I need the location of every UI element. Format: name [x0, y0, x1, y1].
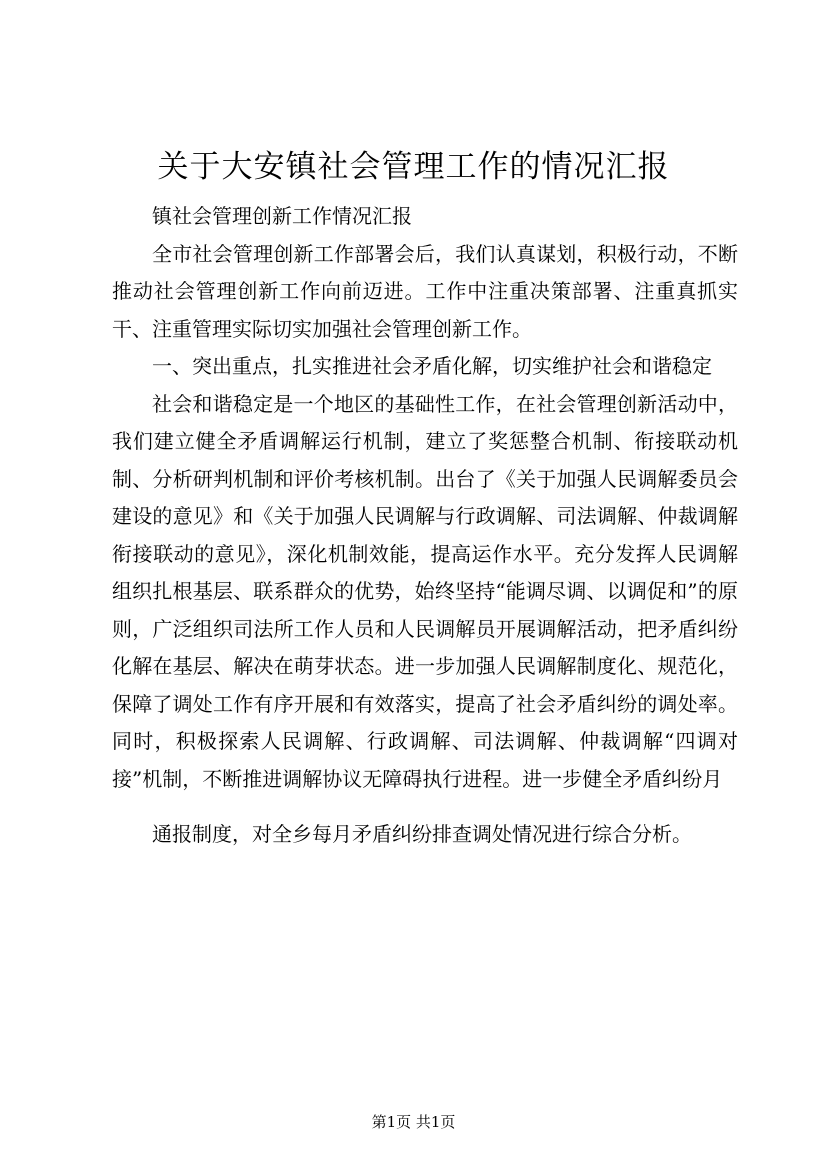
intro-paragraph: 全市社会管理创新工作部署会后，我们认真谋划，积极行动，不断推动社会管理创新工作向前迈进。工作中注重决策部署、注重真抓实干、注重管理实际切实加强社会管理创新工作。	[112, 241, 738, 341]
subtitle-paragraph: 镇社会管理创新工作情况汇报	[152, 204, 412, 228]
continuation-paragraph: 通报制度，对全乡每月矛盾纠纷排查调处情况进行综合分析。	[152, 822, 692, 846]
document-body	[112, 198, 738, 854]
page-number-footer: 第1页 共1页	[371, 1113, 456, 1131]
document-title: 关于大安镇社会管理工作的情况汇报	[157, 149, 670, 185]
section-heading-paragraph: 一、突出重点，扎实推进社会矛盾化解，切实维护社会和谐稳定	[152, 354, 712, 378]
body-paragraph: 社会和谐稳定是一个地区的基础性工作，在社会管理创新活动中，我们建立健全矛盾调解运行机制，建立了奖惩整合机制、衔接联动机制、分析研判机制和评价考核机制。出台了《关于加强人民调解委员会建设的意见》和《关于加强人民调解与行政调解、司法调解、仲裁调解衔接联动的意见》，深化机制效能，提高运作水平。充分发挥人民调解组织扎根基层、联系群众的优势，始终坚持“能调尽调、以调促和”的原则，广泛组织司法所工作人员和人民调解员开展调解活动，把矛盾纠纷化解在基层、解决在萌芽状态。进一步加强人民调解制度化、规范化，保障了调处工作有序开展和有效落实，提高了社会矛盾纠纷的调处率。同时，积极探索人民调解、行政调解、司法调解、仲裁调解“四调对接”机制，不断推进调解协议无障碍执行进程。进一步健全矛盾纠纷月	[112, 391, 738, 791]
